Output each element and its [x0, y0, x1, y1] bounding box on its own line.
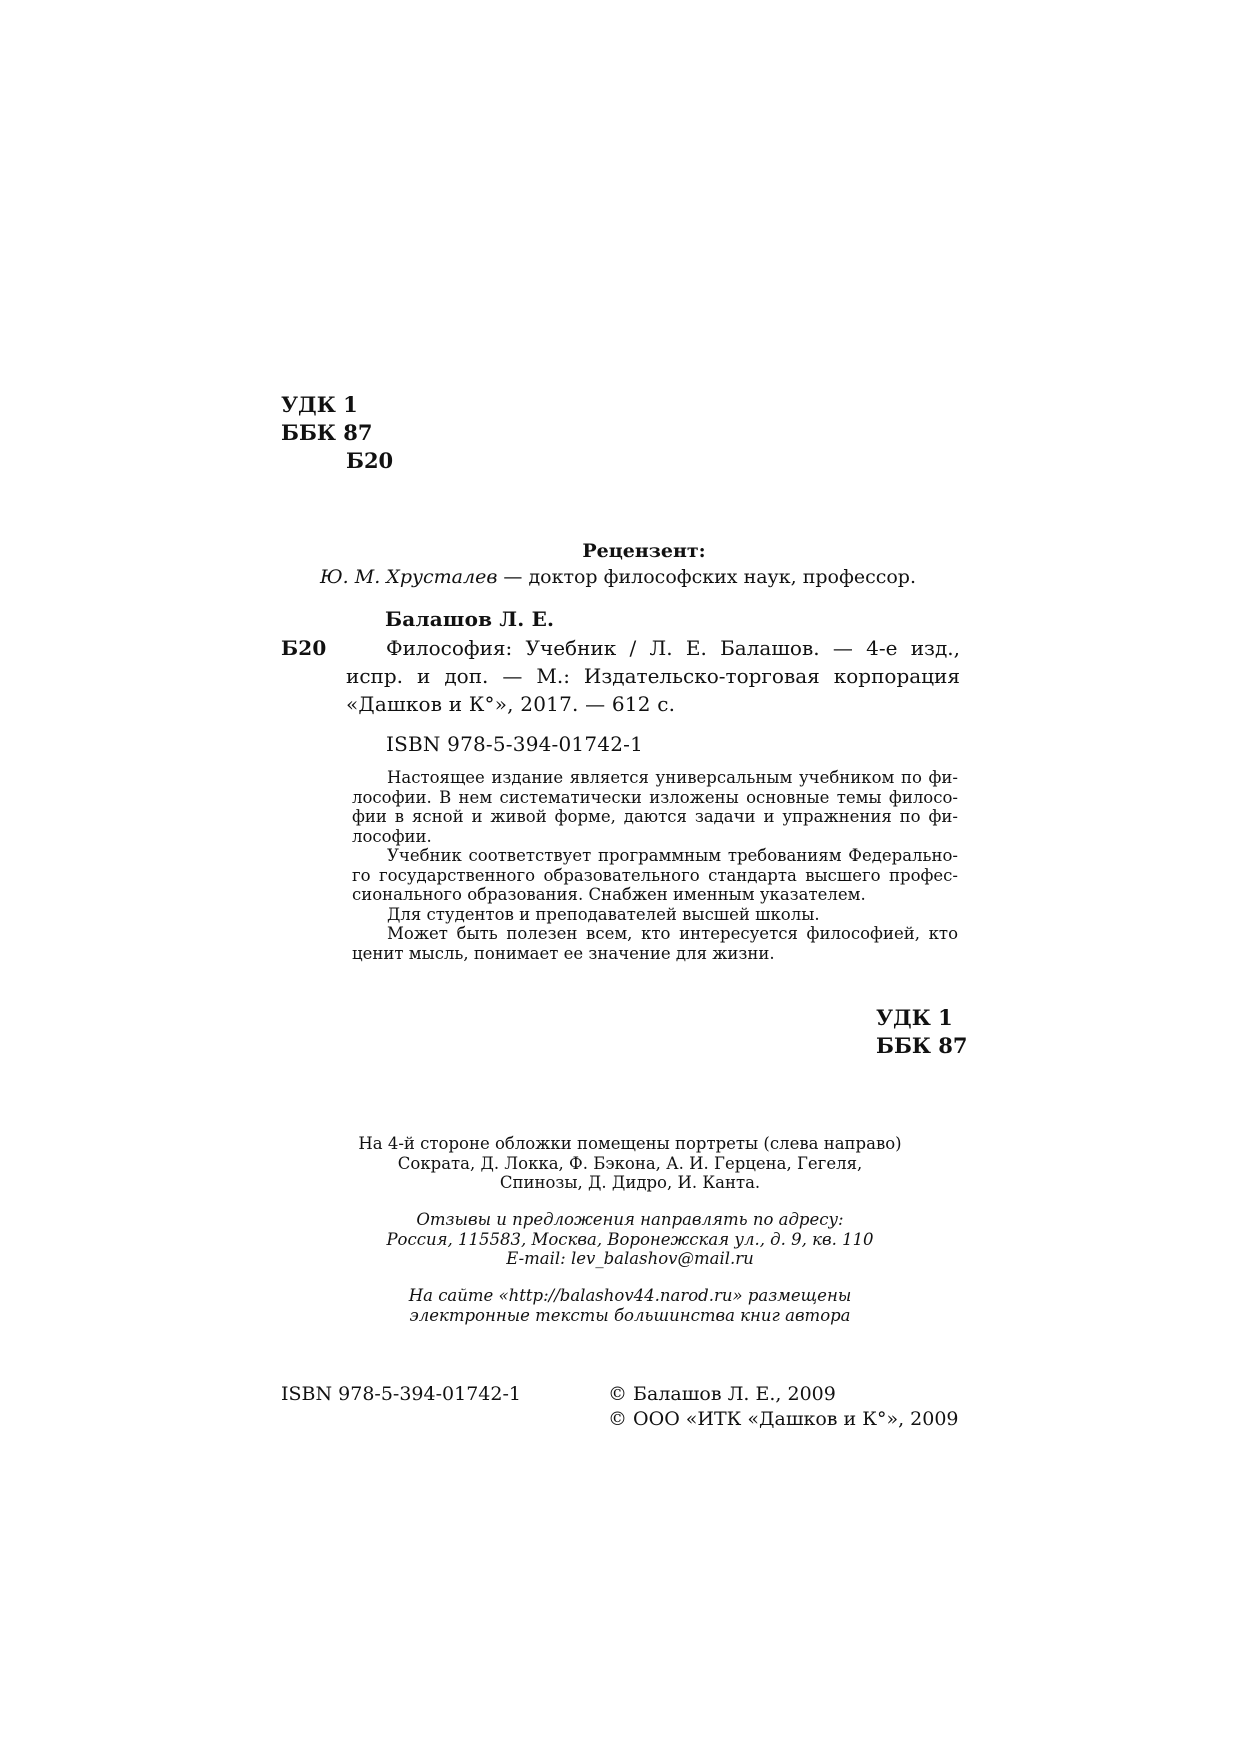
contact-line: Россия, 115583, Москва, Воронежская ул., д. 9, кв. 110 — [386, 1229, 874, 1249]
annotation-paragraph — [352, 846, 958, 905]
udk-top: УДК 1 — [281, 392, 358, 417]
cover-note-line: Сократа, Д. Локка, Ф. Бэкона, А. И. Герцена, Гегеля, — [397, 1153, 863, 1173]
annotation-line: лософии. — [352, 826, 432, 846]
author-heading: Балашов Л. Е. — [385, 607, 555, 631]
udk-bottom: УДК 1 — [876, 1005, 953, 1030]
annotation-line: Для студентов и преподавателей высшей школы. — [387, 904, 820, 924]
annotation-paragraph — [352, 924, 958, 963]
website-block — [300, 1286, 960, 1325]
reviewer-line — [320, 566, 916, 588]
isbn-bib: ISBN 978-5-394-01742-1 — [386, 732, 644, 756]
copyright-publisher: © ООО «ИТК «Дашков и К°», 2009 — [608, 1408, 959, 1430]
bib-line-3: «Дашков и К°», 2017. — 612 с. — [346, 692, 676, 716]
isbn-footer: ISBN 978-5-394-01742-1 — [281, 1383, 521, 1405]
annotation-paragraph — [352, 905, 958, 925]
annotation-line: Настоящее издание является универсальным учебником по фи- — [387, 768, 958, 787]
bbk-bottom: ББК 87 — [876, 1033, 968, 1058]
cover-note — [300, 1134, 960, 1193]
bib-line-2: испр. и доп. — М.: Издательско-торговая корпорация — [346, 664, 960, 688]
bib-line-1: Философия: Учебник / Л. Е. Балашов. — 4-е изд., — [386, 636, 960, 660]
author-mark-bib: Б20 — [281, 636, 327, 660]
annotation-line: Может быть полезен всем, кто интересуется философией, кто — [387, 924, 958, 943]
contact-line: Отзывы и предложения направлять по адресу: — [416, 1210, 844, 1229]
annotation-line: ценит мысль, понимает ее значение для жизни. — [352, 943, 775, 963]
annotation — [352, 768, 958, 963]
website-line: электронные тексты большинства книг автора — [409, 1305, 851, 1325]
contact-email: E-mail: lev_balashov@mail.ru — [506, 1249, 754, 1268]
reviewer-label: Рецензент: — [582, 540, 706, 562]
cover-note-line: На 4-й стороне обложки помещены портреты (слева направо) — [358, 1134, 902, 1153]
author-mark-top: Б20 — [346, 448, 394, 473]
annotation-paragraph — [352, 768, 958, 846]
annotation-line: сионального образования. Снабжен именным указателем. — [352, 885, 866, 904]
copyright-author: © Балашов Л. Е., 2009 — [608, 1383, 836, 1405]
bbk-top: ББК 87 — [281, 420, 373, 445]
annotation-line: фии в ясной и живой форме, даются задачи и упражнения по фи- — [352, 807, 958, 826]
annotation-line: го государственного образовательного стандарта высшего профес- — [352, 865, 958, 885]
website-line: На сайте «http://balashov44.narod.ru» размещены — [408, 1286, 852, 1305]
reviewer-description: — доктор философских наук, профессор. — [497, 566, 916, 588]
annotation-line: лософии. В нем систематически изложены основные темы филосо- — [352, 787, 958, 807]
cover-note-line: Спинозы, Д. Дидро, И. Канта. — [499, 1173, 761, 1192]
reviewer-name: Ю. М. Хрусталев — [320, 566, 498, 588]
contact-block — [300, 1210, 960, 1269]
annotation-line: Учебник соответствует программным требованиям Федерально- — [387, 846, 958, 865]
